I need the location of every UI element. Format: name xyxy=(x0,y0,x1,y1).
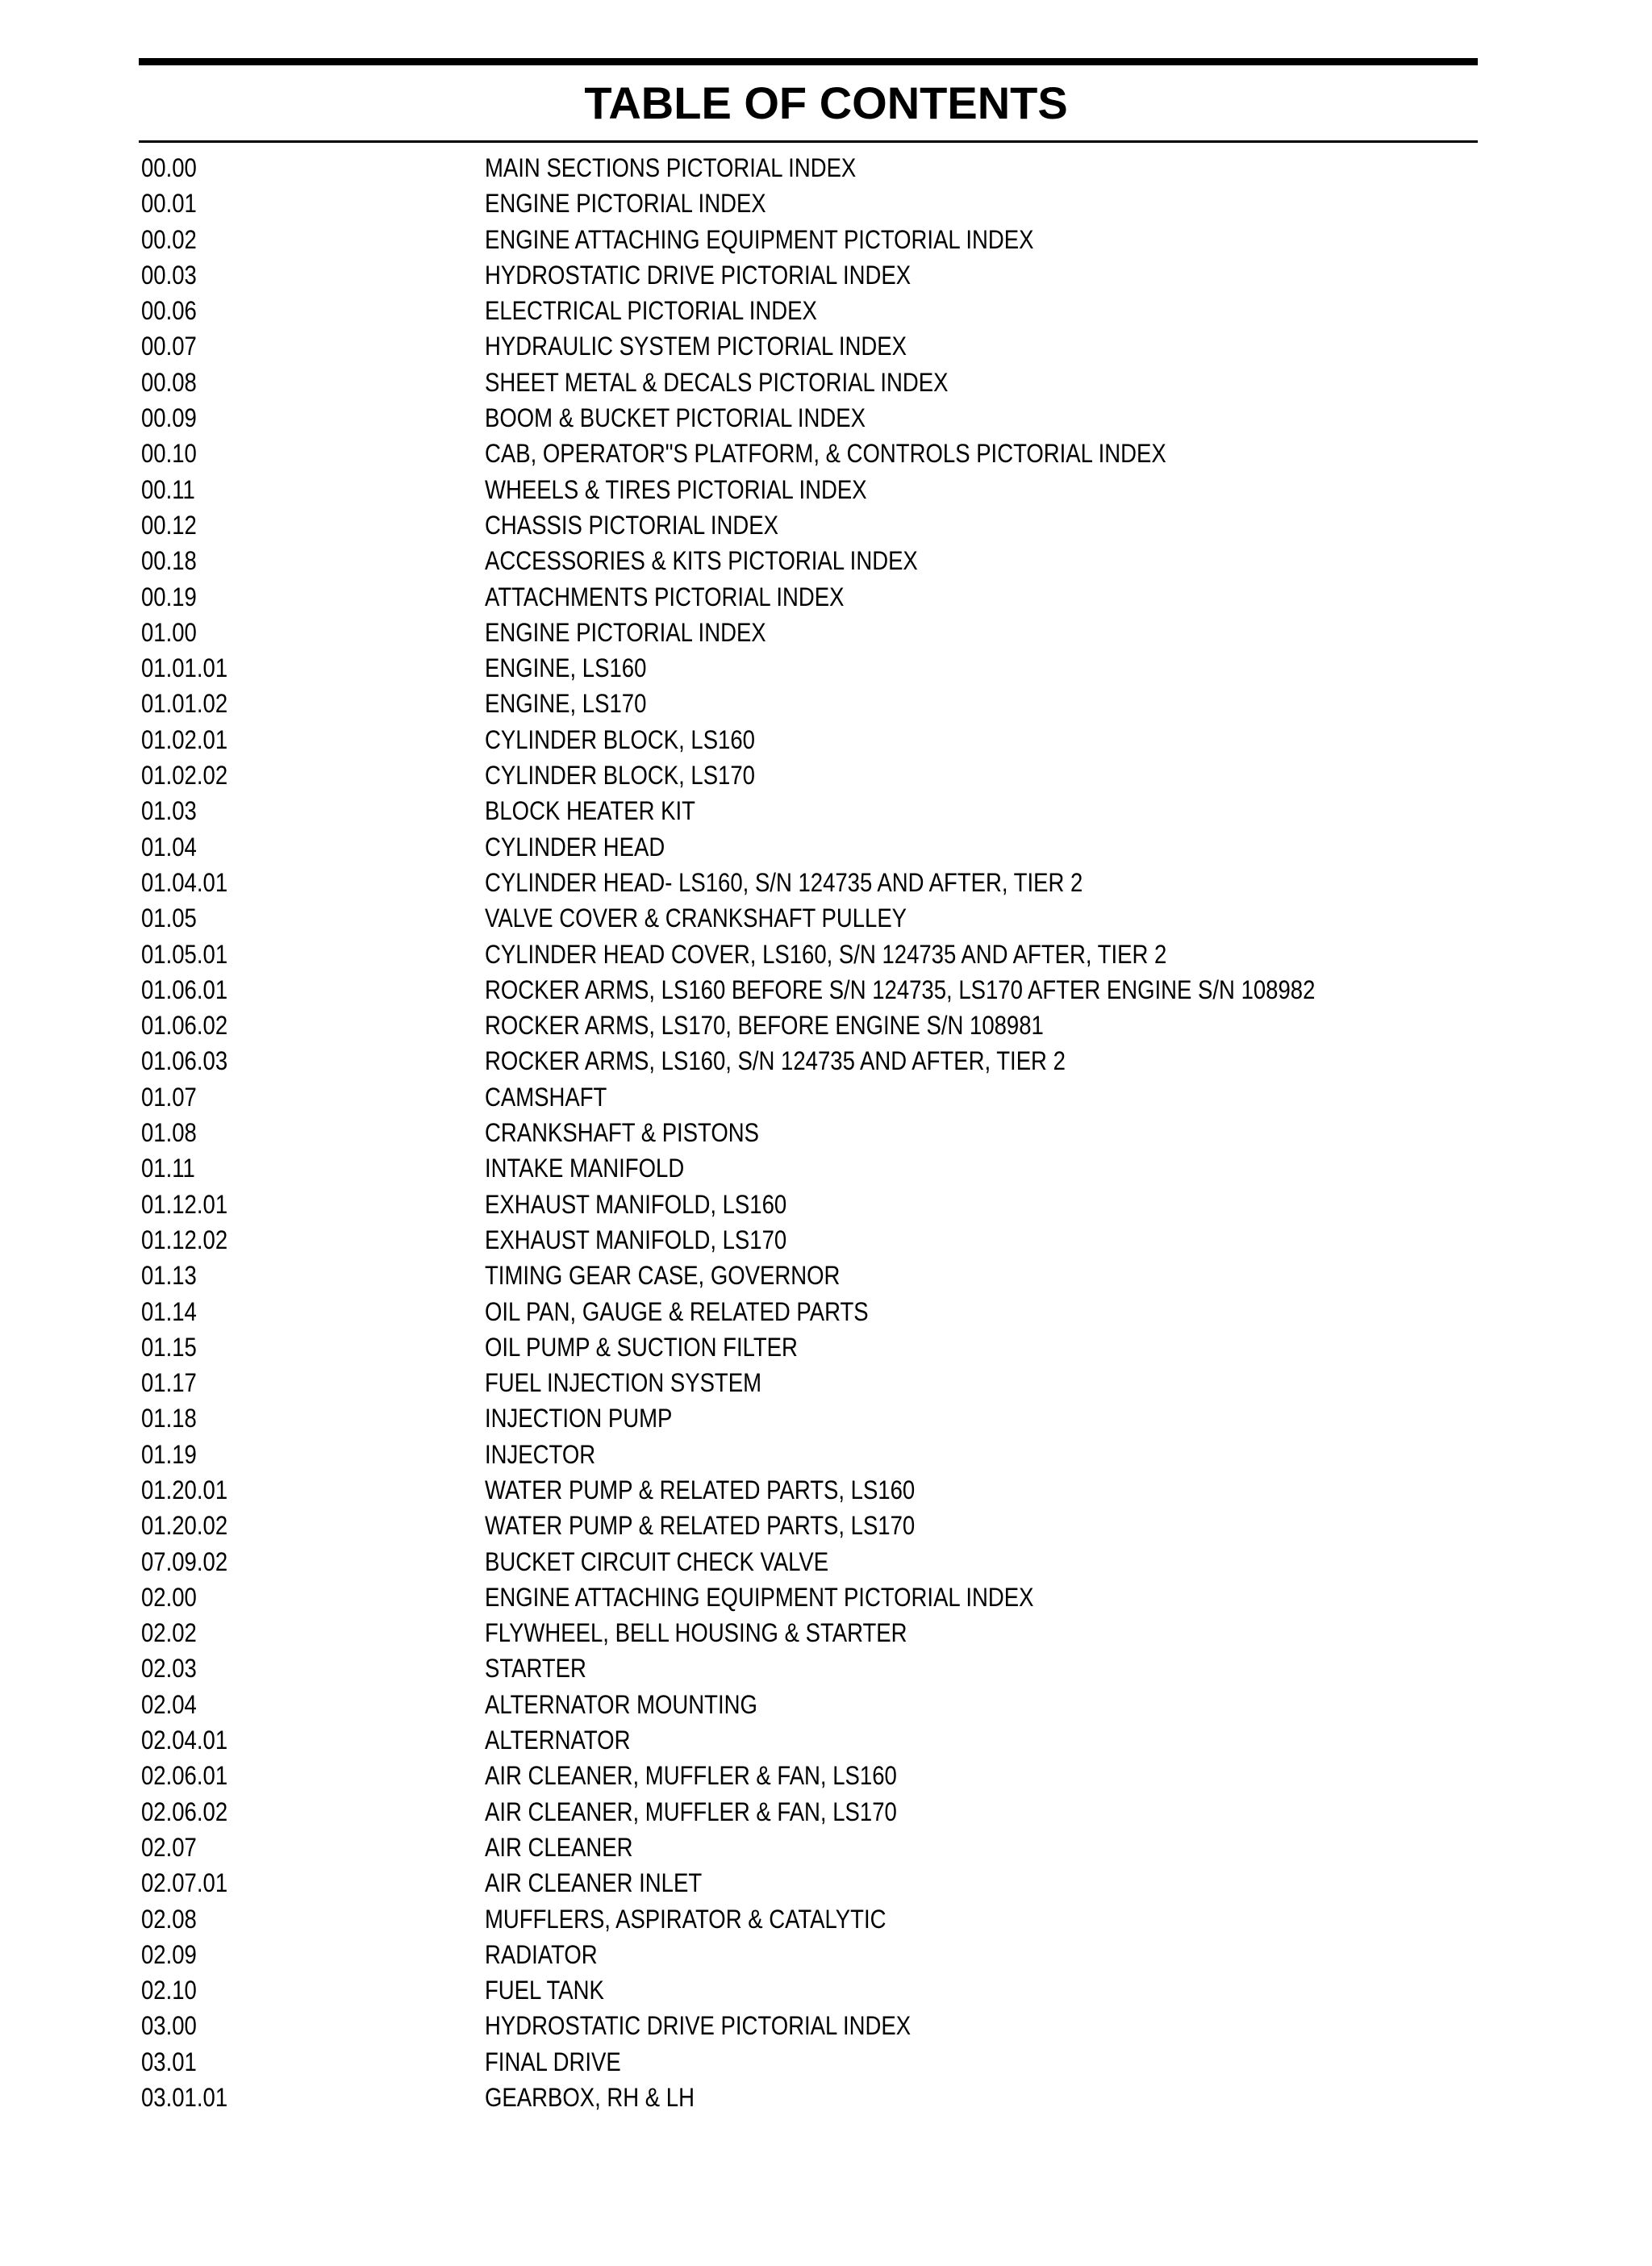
top-rule xyxy=(139,58,1478,65)
toc-entry[interactable] xyxy=(0,2080,1652,2115)
toc-entry-title: AIR CLEANER, MUFFLER & FAN, LS170 xyxy=(485,1797,897,1826)
toc-entry-number: 00.06 xyxy=(141,296,197,326)
toc-entry-number: 01.13 xyxy=(141,1261,197,1291)
toc-entry[interactable] xyxy=(0,1508,1652,1543)
toc-entry[interactable] xyxy=(0,1650,1652,1686)
toc-entry[interactable] xyxy=(0,1615,1652,1650)
toc-entry-number: 02.08 xyxy=(141,1904,197,1934)
toc-entry-number: 01.02.02 xyxy=(141,761,228,791)
toc-entry[interactable] xyxy=(0,615,1652,650)
toc-entry[interactable] xyxy=(0,1115,1652,1150)
toc-entry[interactable] xyxy=(0,900,1652,936)
toc-entry[interactable] xyxy=(0,1043,1652,1079)
toc-entry[interactable] xyxy=(0,1937,1652,1972)
toc-entry-number: 01.06.03 xyxy=(141,1046,228,1076)
toc-entry-title: ENGINE ATTACHING EQUIPMENT PICTORIAL INDEX xyxy=(485,1582,1034,1612)
toc-entry[interactable] xyxy=(0,257,1652,293)
toc-entry[interactable] xyxy=(0,1722,1652,1758)
toc-entry[interactable] xyxy=(0,686,1652,721)
toc-entry[interactable] xyxy=(0,472,1652,507)
toc-entry-number: 00.03 xyxy=(141,260,197,290)
toc-entry[interactable] xyxy=(0,543,1652,578)
toc-entry-number: 02.00 xyxy=(141,1582,197,1612)
toc-entry-title: EXHAUST MANIFOLD, LS160 xyxy=(485,1189,787,1219)
toc-entry-title: EXHAUST MANIFOLD, LS170 xyxy=(485,1225,787,1254)
toc-entry-number: 01.19 xyxy=(141,1439,197,1469)
toc-entry-number: 00.12 xyxy=(141,510,197,540)
toc-entry-title: ALTERNATOR xyxy=(485,1726,631,1755)
toc-entry-number: 01.12.01 xyxy=(141,1189,228,1219)
toc-entry-number: 00.08 xyxy=(141,367,197,397)
toc-entry-number: 00.19 xyxy=(141,582,197,611)
toc-entry[interactable] xyxy=(0,1365,1652,1400)
toc-entry[interactable] xyxy=(0,1865,1652,1901)
toc-entry[interactable] xyxy=(0,1972,1652,2008)
toc-entry-title: INJECTOR xyxy=(485,1439,596,1469)
toc-entry[interactable] xyxy=(0,2044,1652,2080)
toc-entry-number: 01.06.02 xyxy=(141,1011,228,1041)
toc-entry-number: 01.04 xyxy=(141,832,197,862)
toc-entry-title: CRANKSHAFT & PISTONS xyxy=(485,1118,759,1148)
toc-entry-title: STARTER xyxy=(485,1654,586,1684)
toc-entry-title: ATTACHMENTS PICTORIAL INDEX xyxy=(485,582,845,611)
toc-entry-number: 00.18 xyxy=(141,546,197,576)
toc-entry-title: INTAKE MANIFOLD xyxy=(485,1154,685,1183)
toc-entry[interactable] xyxy=(0,1580,1652,1615)
toc-entry-title: AIR CLEANER INLET xyxy=(485,1868,703,1898)
toc-entry[interactable] xyxy=(0,1294,1652,1329)
toc-entry[interactable] xyxy=(0,1544,1652,1580)
toc-entry-title: ENGINE PICTORIAL INDEX xyxy=(485,617,766,647)
toc-entry-number: 01.17 xyxy=(141,1368,197,1398)
toc-entry-title: VALVE COVER & CRANKSHAFT PULLEY xyxy=(485,903,907,933)
toc-entry-title: SHEET METAL & DECALS PICTORIAL INDEX xyxy=(485,367,949,397)
toc-entry-number: 01.18 xyxy=(141,1404,197,1433)
toc-entry-title: BOOM & BUCKET PICTORIAL INDEX xyxy=(485,403,866,433)
toc-entry-title: OIL PAN, GAUGE & RELATED PARTS xyxy=(485,1296,869,1326)
toc-entry[interactable] xyxy=(0,400,1652,436)
toc-entry-number: 01.11 xyxy=(141,1154,195,1183)
toc-entry[interactable] xyxy=(0,328,1652,364)
toc-entry-title: AIR CLEANER, MUFFLER & FAN, LS160 xyxy=(485,1761,897,1791)
toc-entry-number: 02.09 xyxy=(141,1939,197,1969)
toc-entry-title: FUEL INJECTION SYSTEM xyxy=(485,1368,762,1398)
toc-entry-title: ROCKER ARMS, LS160 BEFORE S/N 124735, LS170 AFTER ENGINE S/N 108982 xyxy=(485,974,1316,1004)
toc-entry-number: 01.07 xyxy=(141,1082,197,1112)
title-rule xyxy=(139,140,1478,143)
toc-entry-title: ENGINE PICTORIAL INDEX xyxy=(485,189,766,219)
toc-entry[interactable] xyxy=(0,865,1652,900)
toc-entry-number: 01.12.02 xyxy=(141,1225,228,1254)
toc-entry-title: ENGINE, LS170 xyxy=(485,689,647,719)
toc-entry-title: WATER PUMP & RELATED PARTS, LS160 xyxy=(485,1475,916,1504)
toc-entry-title: CYLINDER HEAD xyxy=(485,832,665,862)
toc-entry-title: CHASSIS PICTORIAL INDEX xyxy=(485,510,778,540)
toc-entry-number: 01.06.01 xyxy=(141,974,228,1004)
toc-entry-number: 00.00 xyxy=(141,153,197,182)
toc-entry-number: 01.05.01 xyxy=(141,939,228,969)
toc-entry[interactable] xyxy=(0,579,1652,615)
toc-entry-title: HYDRAULIC SYSTEM PICTORIAL INDEX xyxy=(485,332,907,361)
toc-entry-title: HYDROSTATIC DRIVE PICTORIAL INDEX xyxy=(485,2011,912,2041)
toc-entry-title: ACCESSORIES & KITS PICTORIAL INDEX xyxy=(485,546,918,576)
toc-entry-title: OIL PUMP & SUCTION FILTER xyxy=(485,1332,798,1362)
toc-entry[interactable] xyxy=(0,937,1652,972)
toc-entry-number: 03.00 xyxy=(141,2011,197,2041)
toc-entry-title: CAMSHAFT xyxy=(485,1082,607,1112)
toc-entry-number: 01.20.02 xyxy=(141,1511,228,1541)
toc-entry[interactable] xyxy=(0,507,1652,543)
toc-entry-number: 02.07.01 xyxy=(141,1868,228,1898)
toc-entry-number: 01.14 xyxy=(141,1296,197,1326)
toc-entry-number: 03.01 xyxy=(141,2047,197,2076)
toc-entry-title: CYLINDER BLOCK, LS170 xyxy=(485,761,755,791)
toc-entry-title: ROCKER ARMS, LS160, S/N 124735 AND AFTER, TIER 2 xyxy=(485,1046,1066,1076)
toc-entry-title: AIR CLEANER xyxy=(485,1832,633,1862)
toc-entry[interactable] xyxy=(0,1400,1652,1436)
toc-entry-title: WATER PUMP & RELATED PARTS, LS170 xyxy=(485,1511,916,1541)
toc-entry-number: 00.07 xyxy=(141,332,197,361)
toc-entry-title: HYDROSTATIC DRIVE PICTORIAL INDEX xyxy=(485,260,912,290)
toc-entry-title: FINAL DRIVE xyxy=(485,2047,621,2076)
toc-entry-number: 00.02 xyxy=(141,224,197,254)
toc-entry[interactable] xyxy=(0,1472,1652,1508)
toc-entry-title: MAIN SECTIONS PICTORIAL INDEX xyxy=(485,153,857,182)
toc-entry-number: 01.04.01 xyxy=(141,867,228,897)
toc-entry-number: 01.03 xyxy=(141,796,197,826)
toc-entry[interactable] xyxy=(0,293,1652,328)
toc-entry-title: GEARBOX, RH & LH xyxy=(485,2083,695,2113)
toc-entry-number: 02.10 xyxy=(141,1976,197,2005)
toc-entry[interactable] xyxy=(0,1329,1652,1365)
toc-entry[interactable] xyxy=(0,757,1652,793)
toc-entry-title: CAB, OPERATOR"S PLATFORM, & CONTROLS PICTORIAL INDEX xyxy=(485,439,1166,469)
toc-entry[interactable] xyxy=(0,1222,1652,1258)
toc-entry[interactable] xyxy=(0,1079,1652,1115)
toc-entry-number: 00.10 xyxy=(141,439,197,469)
toc-entry-number: 00.09 xyxy=(141,403,197,433)
toc-entry-title: MUFFLERS, ASPIRATOR & CATALYTIC xyxy=(485,1904,886,1934)
toc-entry-number: 02.02 xyxy=(141,1618,197,1648)
toc-entry-number: 02.04.01 xyxy=(141,1726,228,1755)
toc-entry[interactable] xyxy=(0,436,1652,471)
toc-entry-title: ROCKER ARMS, LS170, BEFORE ENGINE S/N 108981 xyxy=(485,1011,1044,1041)
toc-entry-title: CYLINDER HEAD COVER, LS160, S/N 124735 AND AFTER, TIER 2 xyxy=(485,939,1167,969)
toc-entry[interactable] xyxy=(0,2008,1652,2043)
toc-entry-number: 00.11 xyxy=(141,474,195,504)
toc-entry-number: 00.01 xyxy=(141,189,197,219)
toc-entry[interactable] xyxy=(0,1150,1652,1186)
toc-entry[interactable] xyxy=(0,222,1652,257)
toc-entry-title: FUEL TANK xyxy=(485,1976,604,2005)
toc-entry-number: 02.06.02 xyxy=(141,1797,228,1826)
toc-entry[interactable] xyxy=(0,1008,1652,1043)
toc-entry[interactable] xyxy=(0,150,1652,186)
toc-entry[interactable] xyxy=(0,722,1652,757)
toc-entry[interactable] xyxy=(0,650,1652,686)
toc-list xyxy=(0,150,1652,2115)
toc-entry-number: 01.01.02 xyxy=(141,689,228,719)
toc-entry[interactable] xyxy=(0,1258,1652,1293)
toc-entry[interactable] xyxy=(0,1187,1652,1222)
toc-entry[interactable] xyxy=(0,365,1652,400)
toc-entry-number: 02.07 xyxy=(141,1832,197,1862)
toc-entry-number: 02.04 xyxy=(141,1689,197,1719)
toc-entry-number: 01.08 xyxy=(141,1118,197,1148)
toc-entry-title: INJECTION PUMP xyxy=(485,1404,673,1433)
toc-entry-title: BLOCK HEATER KIT xyxy=(485,796,695,826)
toc-entry[interactable] xyxy=(0,972,1652,1008)
toc-entry-title: ELECTRICAL PICTORIAL INDEX xyxy=(485,296,817,326)
toc-entry[interactable] xyxy=(0,1687,1652,1722)
toc-entry-number: 01.01.01 xyxy=(141,653,228,683)
toc-entry-number: 01.20.01 xyxy=(141,1475,228,1504)
toc-entry-title: BUCKET CIRCUIT CHECK VALVE xyxy=(485,1546,829,1576)
toc-entry-title: ENGINE, LS160 xyxy=(485,653,647,683)
toc-entry[interactable] xyxy=(0,1437,1652,1472)
toc-entry[interactable] xyxy=(0,186,1652,221)
toc-entry-title: CYLINDER HEAD- LS160, S/N 124735 AND AFTER, TIER 2 xyxy=(485,867,1083,897)
toc-entry-title: ENGINE ATTACHING EQUIPMENT PICTORIAL INDEX xyxy=(485,224,1034,254)
toc-entry-title: RADIATOR xyxy=(485,1939,598,1969)
toc-entry-number: 02.06.01 xyxy=(141,1761,228,1791)
toc-entry-title: TIMING GEAR CASE, GOVERNOR xyxy=(485,1261,841,1291)
toc-entry[interactable] xyxy=(0,1830,1652,1865)
toc-entry-number: 07.09.02 xyxy=(141,1546,228,1576)
toc-entry-title: ALTERNATOR MOUNTING xyxy=(485,1689,757,1719)
toc-entry[interactable] xyxy=(0,1794,1652,1830)
toc-entry[interactable] xyxy=(0,1901,1652,1937)
toc-entry-number: 02.03 xyxy=(141,1654,197,1684)
toc-entry-number: 01.00 xyxy=(141,617,197,647)
toc-entry-number: 01.05 xyxy=(141,903,197,933)
toc-entry-number: 01.02.01 xyxy=(141,724,228,754)
toc-entry[interactable] xyxy=(0,1758,1652,1793)
toc-entry-title: CYLINDER BLOCK, LS160 xyxy=(485,724,755,754)
toc-entry-title: WHEELS & TIRES PICTORIAL INDEX xyxy=(485,474,867,504)
toc-entry-number: 03.01.01 xyxy=(141,2083,228,2113)
toc-entry[interactable] xyxy=(0,793,1652,828)
page-title: TABLE OF CONTENTS xyxy=(584,77,1068,128)
toc-entry[interactable] xyxy=(0,829,1652,865)
toc-entry-number: 01.15 xyxy=(141,1332,197,1362)
toc-entry-title: FLYWHEEL, BELL HOUSING & STARTER xyxy=(485,1618,907,1648)
